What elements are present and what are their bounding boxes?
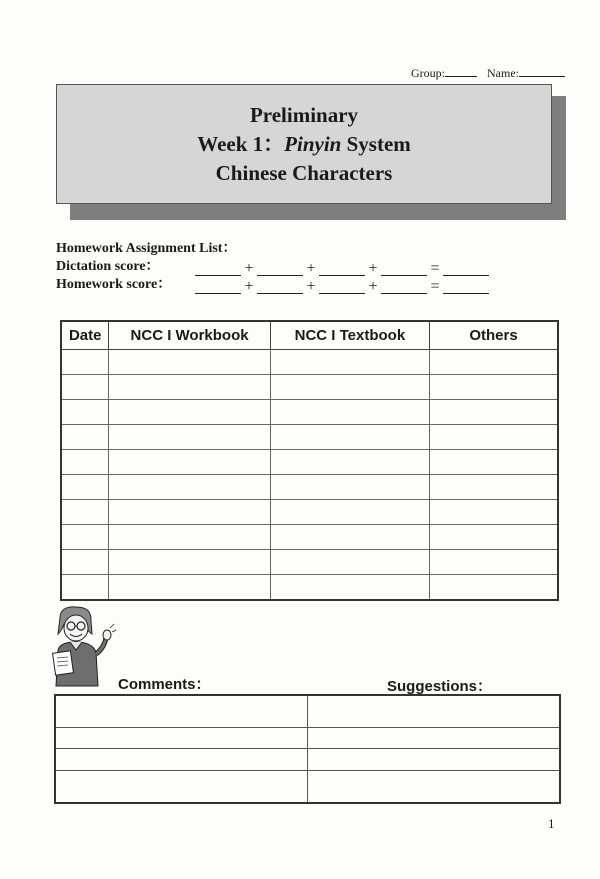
title-week-prefix: Week 1：: [197, 131, 285, 156]
dictation-blank-2[interactable]: [257, 262, 303, 276]
table-row: [61, 399, 558, 424]
suggestions-cell[interactable]: [308, 749, 560, 771]
name-blank[interactable]: [519, 67, 565, 77]
comments-cell[interactable]: [55, 695, 308, 727]
title-box: [56, 84, 552, 204]
cell-workbook[interactable]: [109, 449, 270, 474]
cell-others[interactable]: [430, 424, 558, 449]
homework-score-row: [56, 276, 489, 294]
cell-date[interactable]: [61, 550, 109, 575]
cell-textbook[interactable]: [270, 424, 429, 449]
title-line-characters: Chinese Characters: [215, 160, 393, 185]
title-pinyin: Pinyin: [284, 131, 342, 156]
cell-others[interactable]: [430, 399, 558, 424]
dictation-blank-3[interactable]: [319, 262, 365, 276]
cell-date[interactable]: [61, 449, 109, 474]
cell-others[interactable]: [430, 449, 558, 474]
cell-others[interactable]: [430, 500, 558, 525]
suggestions-cell[interactable]: [308, 695, 560, 727]
name-label: Name:: [487, 66, 519, 80]
cell-date[interactable]: [61, 374, 109, 399]
col-header-workbook: NCC I Workbook: [109, 321, 270, 349]
dictation-total-blank[interactable]: [443, 262, 489, 276]
cell-textbook[interactable]: [270, 500, 429, 525]
cell-workbook[interactable]: [109, 525, 270, 550]
cell-date[interactable]: [61, 500, 109, 525]
table-header-row: [61, 321, 558, 349]
comments-table: [54, 694, 561, 804]
homework-blank-4[interactable]: [381, 280, 427, 294]
homework-score-label: Homework score：: [56, 277, 172, 292]
cell-date[interactable]: [61, 474, 109, 499]
equals-sign: =: [430, 260, 440, 277]
cell-textbook[interactable]: [270, 575, 429, 600]
col-header-date: Date: [61, 321, 109, 349]
cell-others[interactable]: [430, 349, 558, 374]
plus-sign: +: [368, 260, 378, 277]
table-row: [61, 374, 558, 399]
plus-sign: +: [368, 278, 378, 295]
group-blank[interactable]: [445, 67, 477, 77]
comments-label: Comments：: [118, 676, 211, 693]
col-header-textbook: NCC I Textbook: [270, 321, 429, 349]
cell-workbook[interactable]: [109, 550, 270, 575]
suggestions-cell[interactable]: [308, 771, 560, 803]
cell-others[interactable]: [430, 575, 558, 600]
cell-date[interactable]: [61, 399, 109, 424]
page-number: 1: [548, 816, 555, 831]
plus-sign: +: [244, 278, 254, 295]
cell-workbook[interactable]: [109, 399, 270, 424]
assignment-list-label: Homework Assignment List：: [56, 241, 237, 256]
homework-total-blank[interactable]: [443, 280, 489, 294]
cell-textbook[interactable]: [270, 449, 429, 474]
title-line-preliminary: Preliminary: [249, 102, 359, 127]
cell-textbook[interactable]: [270, 399, 429, 424]
cell-textbook[interactable]: [270, 474, 429, 499]
cell-others[interactable]: [430, 474, 558, 499]
title-line-week: [197, 130, 411, 159]
cell-workbook[interactable]: [109, 374, 270, 399]
cell-textbook[interactable]: [270, 374, 429, 399]
plus-sign: +: [244, 260, 254, 277]
table-row: [61, 449, 558, 474]
cell-others[interactable]: [430, 374, 558, 399]
dictation-blank-1[interactable]: [195, 262, 241, 276]
cell-workbook[interactable]: [109, 500, 270, 525]
equals-sign: =: [430, 278, 440, 295]
cell-workbook[interactable]: [109, 575, 270, 600]
cell-textbook[interactable]: [270, 525, 429, 550]
comments-cell[interactable]: [55, 727, 308, 749]
cell-date[interactable]: [61, 424, 109, 449]
cell-workbook[interactable]: [109, 349, 270, 374]
assignment-table: [60, 320, 559, 601]
cell-date[interactable]: [61, 575, 109, 600]
comments-cell[interactable]: [55, 749, 308, 771]
teacher-character-icon: [46, 604, 116, 692]
table-row: [61, 474, 558, 499]
cell-date[interactable]: [61, 525, 109, 550]
cell-textbook[interactable]: [270, 349, 429, 374]
title-system: System: [341, 131, 411, 156]
cell-others[interactable]: [430, 550, 558, 575]
table-row: [61, 575, 558, 600]
table-row: [61, 500, 558, 525]
plus-sign: +: [306, 260, 316, 277]
table-row: [61, 525, 558, 550]
cell-textbook[interactable]: [270, 550, 429, 575]
comments-cell[interactable]: [55, 771, 308, 803]
suggestions-cell[interactable]: [308, 727, 560, 749]
dictation-row: [56, 258, 489, 276]
homework-block: [56, 240, 489, 294]
col-header-others: Others: [430, 321, 558, 349]
dictation-blank-4[interactable]: [381, 262, 427, 276]
suggestions-label: Suggestions：: [387, 678, 493, 695]
cell-workbook[interactable]: [109, 474, 270, 499]
table-row: [61, 424, 558, 449]
homework-blank-3[interactable]: [319, 280, 365, 294]
homework-blank-1[interactable]: [195, 280, 241, 294]
homework-blank-2[interactable]: [257, 280, 303, 294]
plus-sign: +: [306, 278, 316, 295]
cell-workbook[interactable]: [109, 424, 270, 449]
group-name-line: [411, 66, 565, 81]
table-row: [61, 550, 558, 575]
group-label: Group:: [411, 66, 445, 80]
cell-others[interactable]: [430, 525, 558, 550]
table-row: [61, 349, 558, 374]
cell-date[interactable]: [61, 349, 109, 374]
dictation-label: Dictation score：: [56, 259, 160, 274]
